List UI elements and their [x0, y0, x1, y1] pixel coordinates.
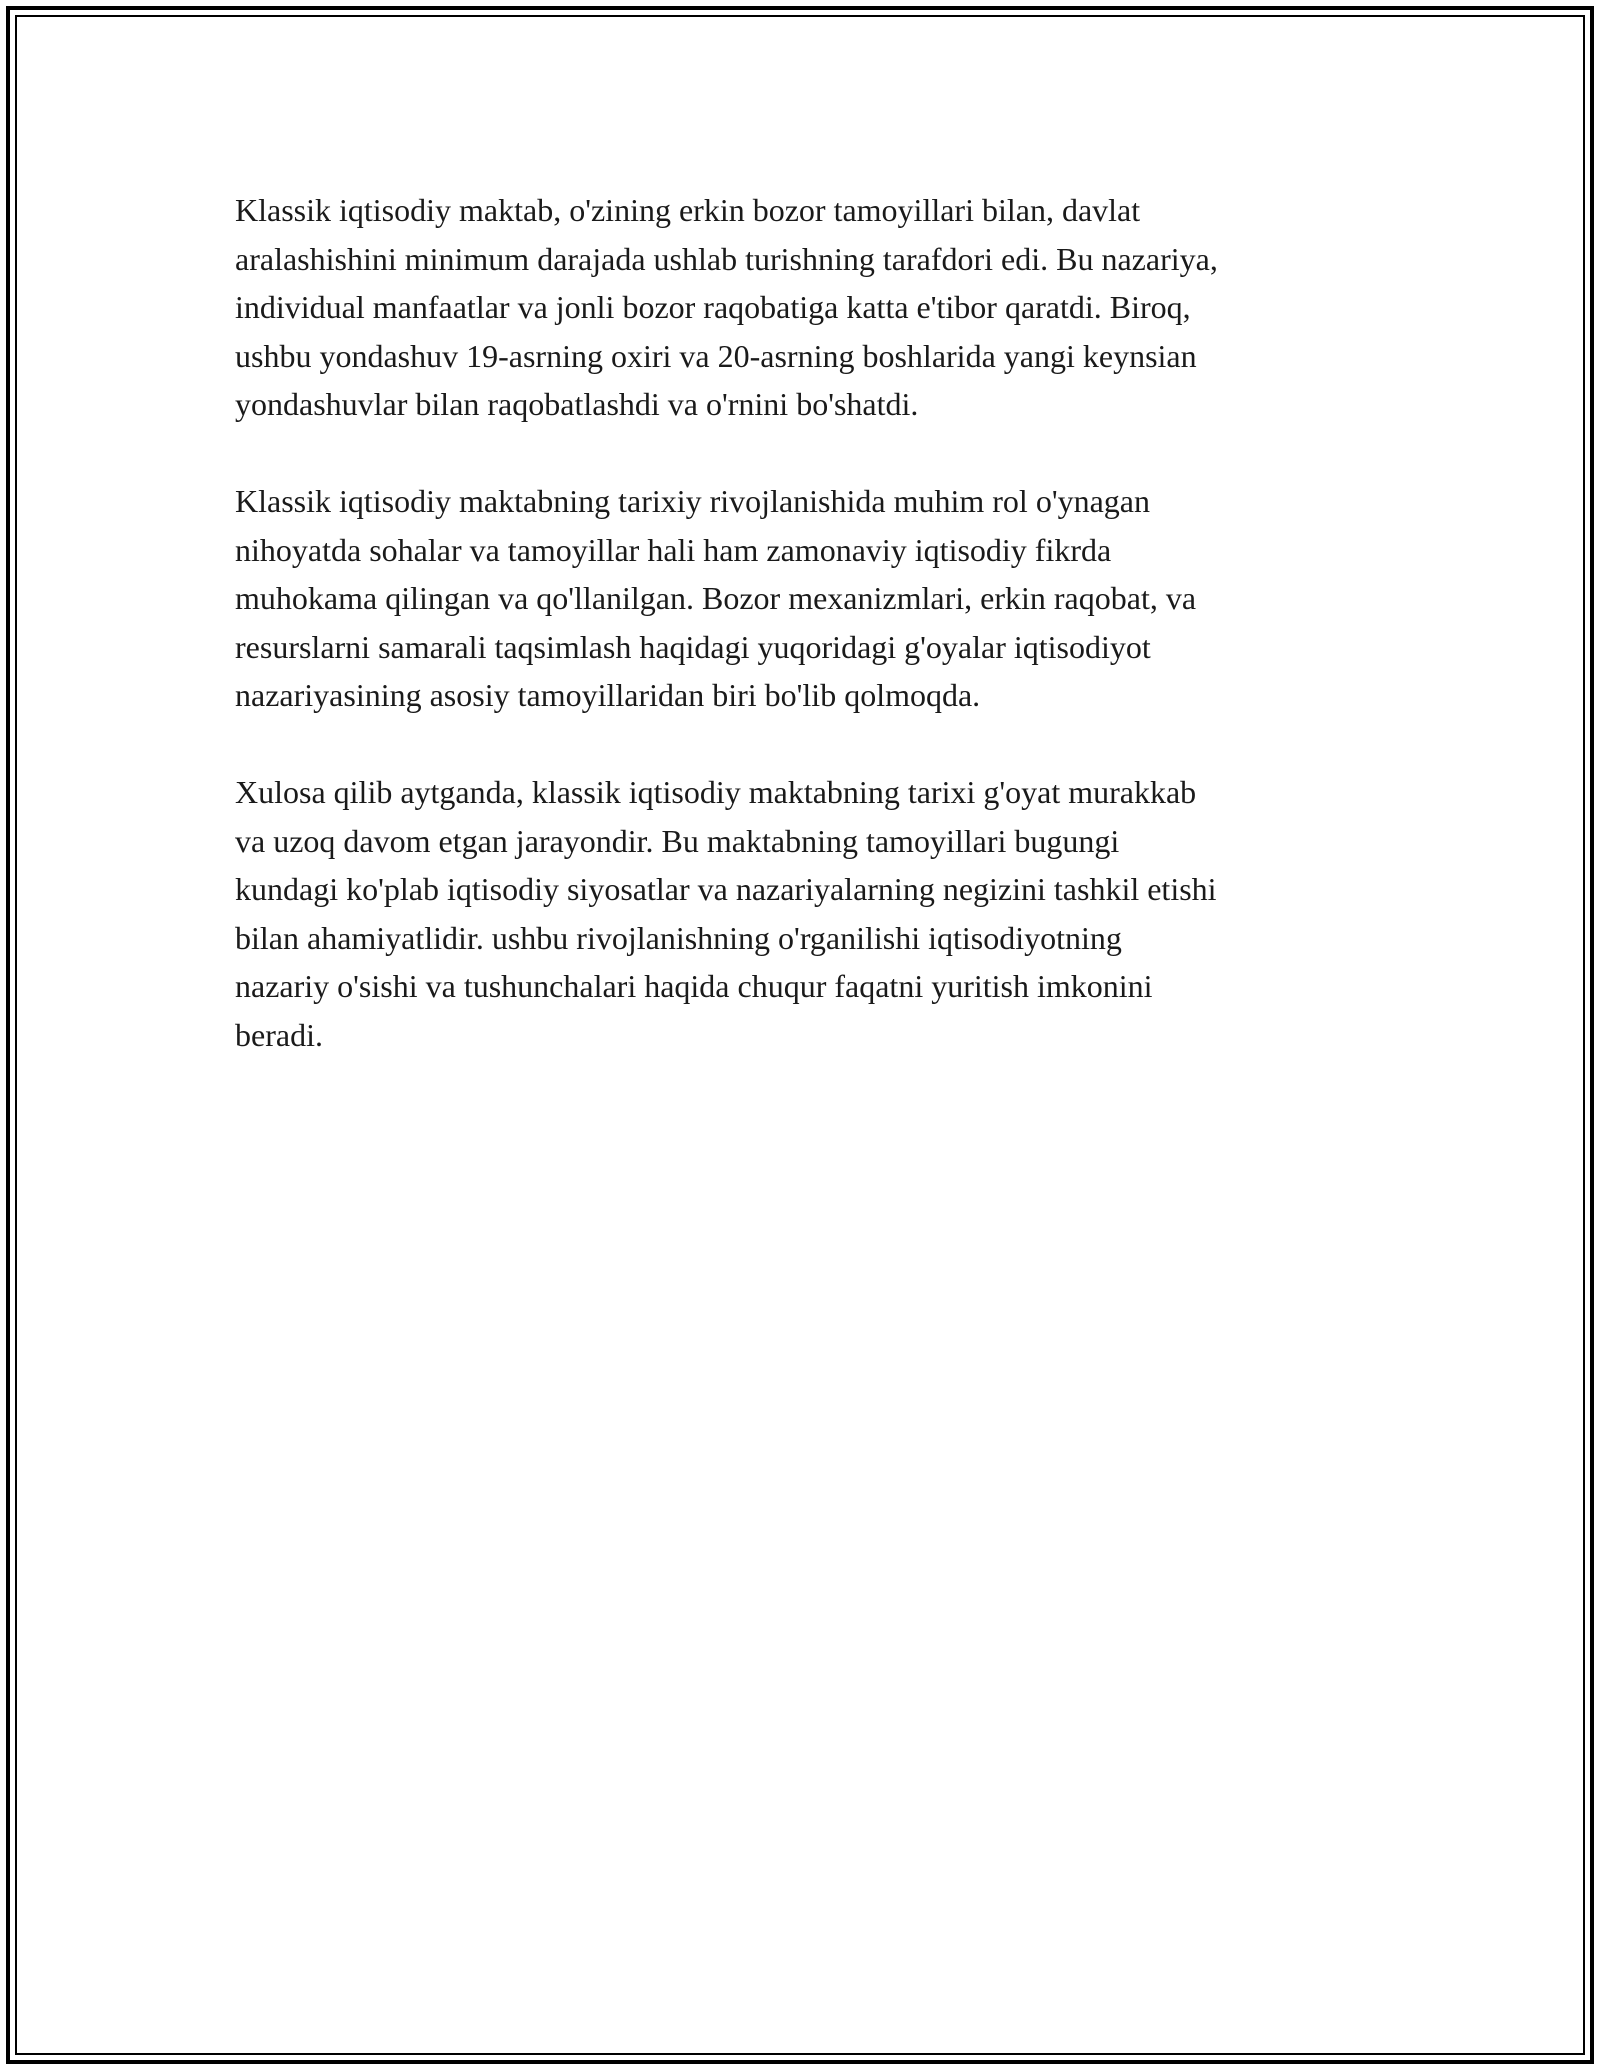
- text-line: resurslarni samarali taqsimlash haqidagi yuqoridagi g'oyalar iqtisodiyot: [235, 628, 1151, 665]
- paragraph-1: [235, 186, 1375, 429]
- document-body: [235, 186, 1375, 1108]
- text-line: ushbu yondashuv 19-asrning oxiri va 20-asrning boshlarida yangi keynsian: [235, 337, 1197, 374]
- text-line: va uzoq davom etgan jarayondir. Bu maktabning tamoyillari bugungi: [235, 822, 1120, 859]
- text-line: aralashishini minimum darajada ushlab turishning tarafdori edi. Bu nazariya,: [235, 240, 1218, 277]
- text-line: Klassik iqtisodiy maktabning tarixiy rivojlanishida muhim rol o'ynagan: [235, 483, 1150, 519]
- text-line: Klassik iqtisodiy maktab, o'zining erkin bozor tamoyillari bilan, davlat: [235, 192, 1141, 228]
- text-line: Xulosa qilib aytganda, klassik iqtisodiy maktabning tarixi g'oyat murakkab: [235, 774, 1197, 810]
- paragraph-3: [235, 768, 1375, 1059]
- text-line: nazariy o'sishi va tushunchalari haqida chuqur faqatni yuritish imkonini: [235, 968, 1153, 1004]
- text-line: muhokama qilingan va qo'llanilgan. Bozor mexanizmlari, erkin raqobat, va: [235, 580, 1197, 616]
- text-line: nihoyatda sohalar va tamoyillar hali ham zamonaviy iqtisodiy fikrda: [235, 531, 1112, 568]
- text-line: beradi.: [235, 1016, 323, 1053]
- text-line: individual manfaatlar va jonli bozor raqobatiga katta e'tibor qaratdi. Biroq,: [235, 289, 1191, 325]
- text-line: kundagi ko'plab iqtisodiy siyosatlar va nazariyalarning negizini tashkil etishi: [235, 871, 1217, 907]
- paragraph-2: [235, 477, 1375, 720]
- text-line: nazariyasining asosiy tamoyillaridan biri bo'lib qolmoqda.: [235, 677, 981, 713]
- text-line: yondashuvlar bilan raqobatlashdi va o'rnini bo'shatdi.: [235, 386, 919, 422]
- text-line: bilan ahamiyatlidir. ushbu rivojlanishning o'rganilishi iqtisodiyotning: [235, 919, 1122, 956]
